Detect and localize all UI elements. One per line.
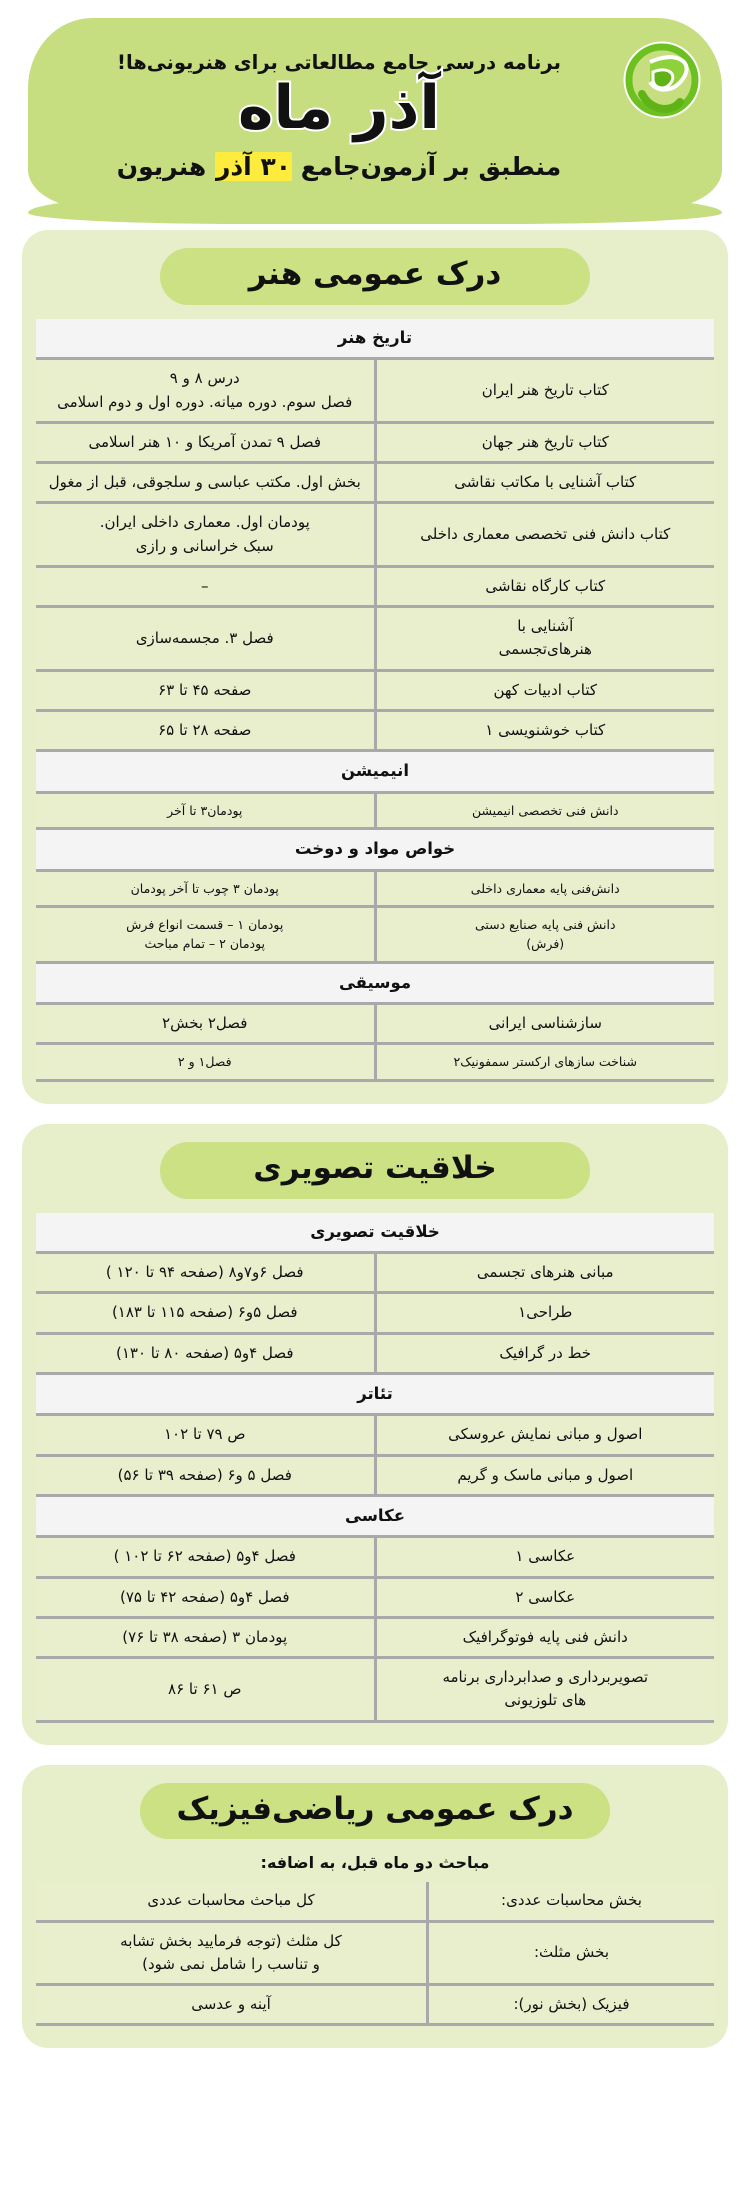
row-content-cell: ص ۷۹ تا ۱۰۲ — [36, 1415, 375, 1455]
table-subheader-label: تاریخ هنر — [36, 319, 714, 359]
table-subheader-row — [36, 828, 714, 870]
section-title-badge: درک عمومی ریاضی‌فیزیک — [140, 1783, 610, 1840]
table-subheader-row — [36, 751, 714, 793]
study-plan-table — [36, 319, 714, 1082]
row-subject-cell: اصول و مبانی نمایش عروسکی — [375, 1415, 714, 1455]
row-subject-cell: دانش فنی پایه فوتوگرافیک — [375, 1617, 714, 1657]
table-row — [36, 607, 714, 671]
table-row — [36, 1333, 714, 1373]
row-content-cell: ص ۶۱ تا ۸۶ — [36, 1658, 375, 1722]
honaryoun-logo-icon — [620, 32, 704, 124]
row-subject-cell: کتاب دانش فنی تخصصی معماری داخلی — [375, 503, 714, 567]
row-content-cell: فصل ۵ و۶ (صفحه ۳۹ تا ۵۶) — [36, 1455, 375, 1495]
table-subheader-row — [36, 1495, 714, 1537]
row-subject-cell: مبانی هنرهای تجسمی — [375, 1253, 714, 1293]
table-row — [36, 1253, 714, 1293]
table-row — [36, 1617, 714, 1657]
row-content-cell: پودمان اول. معماری داخلی ایران. سبک خراسانی و رازی — [36, 503, 375, 567]
study-plan-table — [36, 1213, 714, 1723]
section-card — [22, 230, 728, 1104]
row-content-cell: صفحه ۴۵ تا ۶۳ — [36, 670, 375, 710]
table-subheader-row — [36, 1373, 714, 1415]
subtitle-highlight: ۳۰ آذر — [215, 152, 291, 182]
row-content-cell: صفحه ۲۸ تا ۶۵ — [36, 710, 375, 750]
row-subject-cell: سازشناسی ایرانی — [375, 1004, 714, 1044]
header-subtitle — [54, 150, 624, 184]
row-subject-cell: دانش فنی تخصصی انیمیشن — [375, 792, 714, 828]
header-banner — [28, 18, 722, 210]
table-row — [36, 870, 714, 906]
row-content-cell: پودمان ۳ چوب تا آخر پودمان — [36, 870, 375, 906]
table-row — [36, 1455, 714, 1495]
row-subject-cell: دانش‌فنی پایه معماری داخلی — [375, 870, 714, 906]
table-row — [36, 1415, 714, 1455]
row-content-cell: کل مباحث محاسبات عددی — [36, 1882, 428, 1921]
row-subject-cell: عکاسی ۲ — [375, 1577, 714, 1617]
row-subject-cell: تصویربرداری و صدابرداری برنامه های تلوزیونی — [375, 1658, 714, 1722]
header-kicker: برنامه درسی جامع مطالعاتی برای هنریونی‌ها! — [117, 51, 561, 74]
section-title-badge: درک عمومی هنر — [160, 248, 590, 305]
row-subject-cell: بخش محاسبات عددی: — [428, 1882, 715, 1921]
row-subject-cell: کتاب آشنایی با مکاتب نقاشی — [375, 463, 714, 503]
table-subheader-label: خواص مواد و دوخت — [36, 828, 714, 870]
row-subject-cell: کتاب خوشنویسی ۱ — [375, 710, 714, 750]
row-subject-cell: کتاب تاریخ هنر جهان — [375, 422, 714, 462]
table-row — [36, 1658, 714, 1722]
row-content-cell: درس ۸ و ۹ فصل سوم. دوره میانه. دوره اول و دوم اسلامی — [36, 359, 375, 423]
row-content-cell: فصل ۳. مجسمه‌سازی — [36, 607, 375, 671]
row-content-cell: بخش اول. مکتب عباسی و سلجوقی، قبل از مغول — [36, 463, 375, 503]
table-row — [36, 792, 714, 828]
row-subject-cell: بخش مثلث: — [428, 1921, 715, 1985]
row-subject-cell: اصول و مبانی ماسک و گریم — [375, 1455, 714, 1495]
table-row — [36, 422, 714, 462]
row-content-cell: پودمان ۳ (صفحه ۳۸ تا ۷۶) — [36, 1617, 375, 1657]
row-content-cell: فصل ۵و۶ (صفحه ۱۱۵ تا ۱۸۳) — [36, 1293, 375, 1333]
section-card — [22, 1765, 728, 2049]
row-content-cell: پودمان۳ تا آخر — [36, 792, 375, 828]
row-content-cell: – — [36, 566, 375, 606]
table-row — [36, 710, 714, 750]
row-subject-cell: دانش فنی پایه صنایع دستی (فرش) — [375, 906, 714, 962]
section-title-badge: خلاقیت تصویری — [160, 1142, 590, 1199]
study-plan-table — [36, 1882, 714, 2026]
subtitle-prefix: منطبق بر آزمون‌جامع — [291, 152, 562, 182]
table-row — [36, 463, 714, 503]
row-subject-cell: خط در گرافیک — [375, 1333, 714, 1373]
section-card — [22, 1124, 728, 1745]
row-content-cell: کل مثلث (توجه فرمایید بخش تشابه و تناسب را شامل نمی شود) — [36, 1921, 428, 1985]
row-subject-cell: طراحی۱ — [375, 1293, 714, 1333]
row-subject-cell: شناخت سازهای ارکستر سمفونیک۲ — [375, 1044, 714, 1080]
row-subject-cell: کتاب تاریخ هنر ایران — [375, 359, 714, 423]
row-subject-cell: فیزیک (بخش نور): — [428, 1985, 715, 2025]
row-subject-cell: عکاسی ۱ — [375, 1537, 714, 1577]
table-subheader-row — [36, 1213, 714, 1253]
table-row — [36, 359, 714, 423]
row-content-cell: فصل ۴و۵ (صفحه ۸۰ تا ۱۳۰) — [36, 1333, 375, 1373]
row-content-cell: پودمان ۱ – قسمت انواع فرش پودمان ۲ – تمام مباحث — [36, 906, 375, 962]
table-row — [36, 906, 714, 962]
row-content-cell: فصل ۶و۷و۸ (صفحه ۹۴ تا ۱۲۰ ) — [36, 1253, 375, 1293]
row-content-cell: فصل ۴و۵ (صفحه ۴۲ تا ۷۵) — [36, 1577, 375, 1617]
subtitle-suffix: هنریون — [116, 152, 215, 182]
table-subheader-row — [36, 319, 714, 359]
table-row — [36, 1985, 714, 2025]
table-row — [36, 503, 714, 567]
table-row — [36, 1882, 714, 1921]
table-row — [36, 1004, 714, 1044]
table-subheader-row — [36, 962, 714, 1004]
table-row — [36, 1537, 714, 1577]
infographic-page — [0, 18, 750, 2191]
row-content-cell: فصل ۴و۵ (صفحه ۶۲ تا ۱۰۲ ) — [36, 1537, 375, 1577]
table-subheader-label: انیمیشن — [36, 751, 714, 793]
row-content-cell: فصل ۹ تمدن آمریکا و ۱۰ هنر اسلامی — [36, 422, 375, 462]
row-content-cell: فصل۲ بخش۲ — [36, 1004, 375, 1044]
table-row — [36, 1293, 714, 1333]
table-row — [36, 1921, 714, 1985]
table-subheader-label: خلاقیت تصویری — [36, 1213, 714, 1253]
sections-container — [0, 230, 750, 2048]
row-subject-cell: کتاب کارگاه نقاشی — [375, 566, 714, 606]
table-subheader-label: عکاسی — [36, 1495, 714, 1537]
row-subject-cell: آشنایی با هنرهای‌تجسمی — [375, 607, 714, 671]
table-row — [36, 1577, 714, 1617]
row-content-cell: آینه و عدسی — [36, 1985, 428, 2025]
table-row — [36, 566, 714, 606]
table-row — [36, 1044, 714, 1080]
row-subject-cell: کتاب ادبیات کهن — [375, 670, 714, 710]
table-subheader-label: تئاتر — [36, 1373, 714, 1415]
row-content-cell: فصل۱ و ۲ — [36, 1044, 375, 1080]
section-note: مباحث دو ماه قبل، به اضافه: — [260, 1853, 490, 1873]
table-row — [36, 670, 714, 710]
page-title: آذر ماه — [238, 73, 440, 144]
table-subheader-label: موسیقی — [36, 962, 714, 1004]
